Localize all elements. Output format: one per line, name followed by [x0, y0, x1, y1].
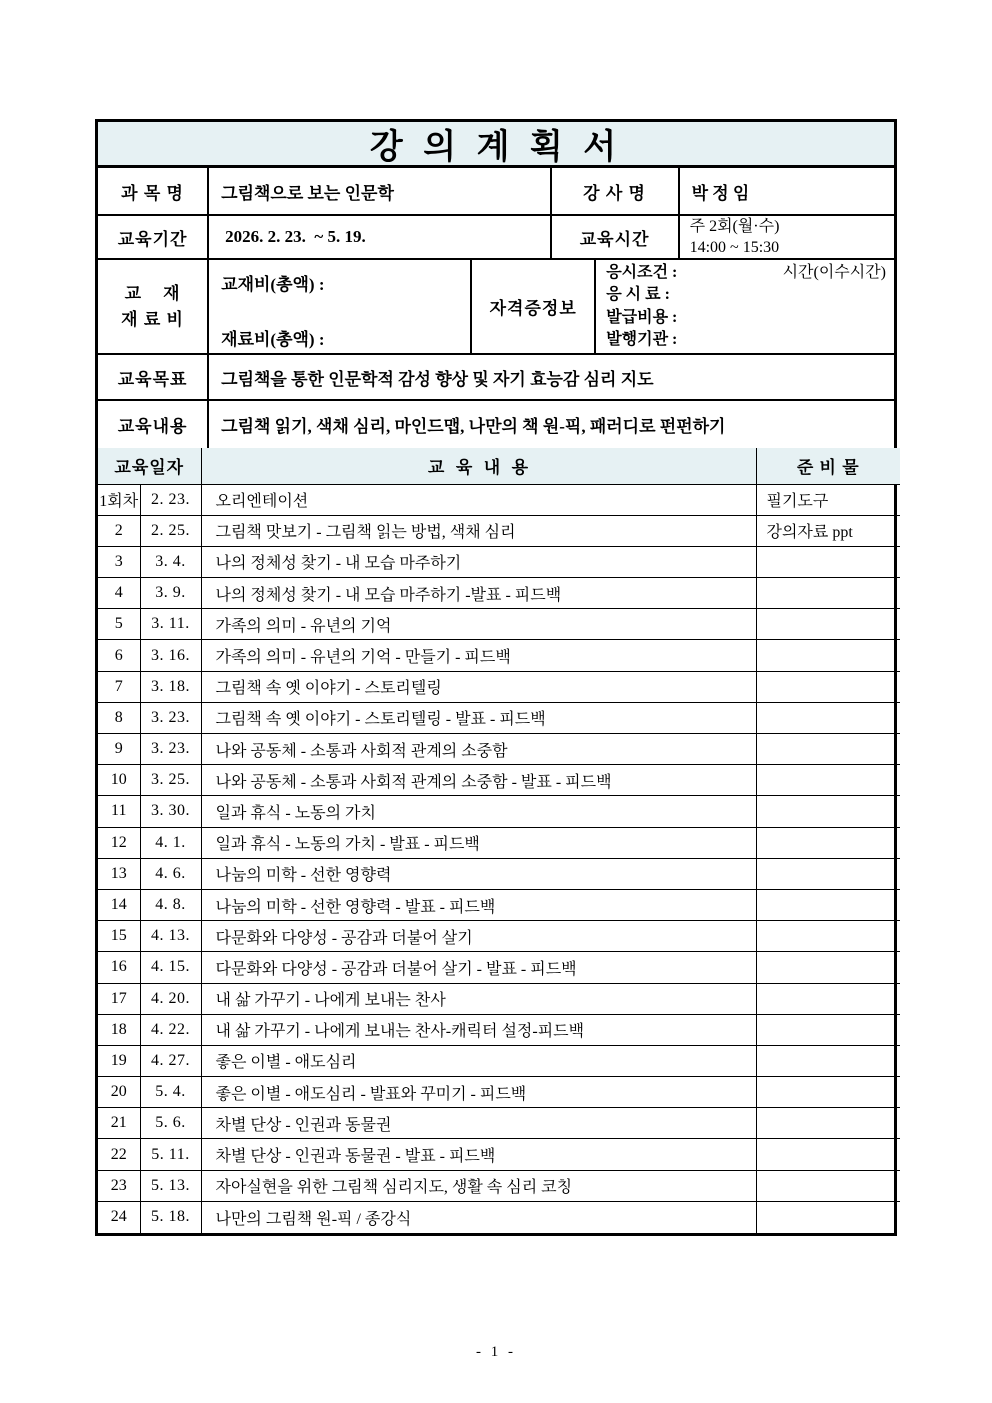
textbook-fee-label: 교재비(총액) :: [221, 275, 325, 294]
session-content: 나눔의 미학 - 선한 영향력 - 발표 - 피드백: [201, 889, 756, 920]
table-row: [98, 484, 900, 515]
session-date: 4. 20.: [140, 983, 201, 1014]
session-date: 3. 30.: [140, 796, 201, 827]
session-content: 그림책 맛보기 - 그림책 읽는 방법, 색채 심리: [201, 515, 756, 546]
conditions-label: 응시조건 :: [606, 263, 678, 281]
session-number: 22: [98, 1139, 140, 1170]
session-content: 차별 단상 - 인권과 동물권 - 발표 - 피드백: [201, 1139, 756, 1170]
table-row: [98, 827, 900, 858]
session-number: 5: [98, 609, 140, 640]
session-date: 4. 1.: [140, 827, 201, 858]
session-materials: [756, 889, 900, 920]
session-date: 4. 6.: [140, 858, 201, 889]
period-label: 교육기간: [98, 216, 209, 258]
materials-fee-label: [98, 260, 209, 353]
material-fee-label: 재료비(총액) :: [221, 330, 325, 349]
session-date: 3. 4.: [140, 546, 201, 577]
table-row: [98, 796, 900, 827]
session-materials: [756, 921, 900, 952]
table-row: [98, 1014, 900, 1045]
session-content: 내 삶 가꾸기 - 나에게 보내는 찬사: [201, 983, 756, 1014]
session-number: 23: [98, 1170, 140, 1201]
issue-cost-label: 발급비용 :: [606, 308, 678, 326]
header-materials: 준 비 물: [756, 448, 900, 484]
session-materials: 필기도구: [756, 484, 900, 515]
table-row: [98, 671, 900, 702]
session-content: 가족의 의미 - 유년의 기억 - 만들기 - 피드백: [201, 640, 756, 671]
time-value: [680, 216, 894, 258]
table-row: [98, 858, 900, 889]
session-date: 5. 13.: [140, 1170, 201, 1201]
session-date: 2. 23.: [140, 484, 201, 515]
content-label: 교육내용: [98, 401, 209, 448]
table-row: [98, 952, 900, 983]
time-label: 교육시간: [552, 216, 680, 258]
session-number: 20: [98, 1077, 140, 1108]
subject-value: 그림책으로 보는 인문학: [209, 168, 551, 214]
session-date: 5. 6.: [140, 1108, 201, 1139]
session-materials: 강의자료 ppt: [756, 515, 900, 546]
session-number: 8: [98, 702, 140, 733]
session-materials: [756, 671, 900, 702]
session-materials: [756, 983, 900, 1014]
session-number: 12: [98, 827, 140, 858]
goal-value: 그림책을 통한 인문학적 감성 향상 및 자기 효능감 심리 지도: [221, 369, 654, 389]
session-materials: [756, 734, 900, 765]
session-number: 4: [98, 578, 140, 609]
session-content: 내 삶 가꾸기 - 나에게 보내는 찬사-캐릭터 설정-피드백: [201, 1014, 756, 1045]
session-number: 24: [98, 1201, 140, 1232]
session-content: 나눔의 미학 - 선한 영향력: [201, 858, 756, 889]
session-date: 3. 16.: [140, 640, 201, 671]
session-number: 19: [98, 1045, 140, 1076]
content-value: 그림책 읽기, 색채 심리, 마인드맵, 나만의 책 원-픽, 패러디로 펀펀하기: [221, 417, 726, 436]
session-content: 다문화와 다양성 - 공감과 더불어 살기 - 발표 - 피드백: [201, 952, 756, 983]
table-row: [98, 515, 900, 546]
session-number: 15: [98, 921, 140, 952]
subject-row: [98, 168, 894, 216]
session-materials: [756, 858, 900, 889]
certificate-details: [596, 260, 894, 353]
session-date: 3. 18.: [140, 671, 201, 702]
table-row: [98, 889, 900, 920]
session-materials: [756, 1108, 900, 1139]
session-number: 14: [98, 889, 140, 920]
session-number: 3: [98, 546, 140, 577]
time-value-line1: 주 2회(월·수): [689, 218, 780, 235]
header-date: 교육일자: [98, 448, 201, 484]
session-date: 4. 13.: [140, 921, 201, 952]
table-row: [98, 1170, 900, 1201]
session-date: 3. 9.: [140, 578, 201, 609]
session-date: 3. 23.: [140, 734, 201, 765]
session-date: 5. 18.: [140, 1201, 201, 1232]
session-content: 가족의 의미 - 유년의 기억: [201, 609, 756, 640]
table-row: [98, 609, 900, 640]
document-title: 강 의 계 획 서: [98, 122, 894, 168]
session-content: 나의 정체성 찾기 - 내 모습 마주하기: [201, 546, 756, 577]
content-row: [98, 401, 894, 448]
session-materials: [756, 702, 900, 733]
table-row: [98, 702, 900, 733]
session-materials: [756, 609, 900, 640]
session-content: 좋은 이별 - 애도심리: [201, 1045, 756, 1076]
session-materials: [756, 952, 900, 983]
session-date: 3. 11.: [140, 609, 201, 640]
session-date: 4. 8.: [140, 889, 201, 920]
lecture-plan-sheet: [95, 119, 897, 1236]
session-content: 다문화와 다양성 - 공감과 더불어 살기: [201, 921, 756, 952]
materials-fee-label-line2: 재 료 비: [121, 309, 184, 329]
time-value-line2: 14:00 ~ 15:30: [689, 239, 780, 256]
session-content: 나와 공동체 - 소통과 사회적 관계의 소중함 - 발표 - 피드백: [201, 765, 756, 796]
session-content: 차별 단상 - 인권과 동물권: [201, 1108, 756, 1139]
schedule-body: [98, 484, 900, 1233]
session-content: 나와 공동체 - 소통과 사회적 관계의 소중함: [201, 734, 756, 765]
materials-fee-row: [98, 260, 894, 355]
session-materials: [756, 546, 900, 577]
fee-details: [209, 260, 472, 353]
certificate-conditions-line: [606, 262, 886, 285]
goal-label: 교육목표: [98, 355, 209, 399]
session-materials: [756, 1014, 900, 1045]
session-number: 16: [98, 952, 140, 983]
session-materials: [756, 796, 900, 827]
session-content: 오리엔테이션: [201, 484, 756, 515]
session-materials: [756, 1201, 900, 1232]
session-number: 18: [98, 1014, 140, 1045]
session-materials: [756, 765, 900, 796]
goal-row: [98, 355, 894, 401]
table-row: [98, 640, 900, 671]
exam-fee-label: 응 시 료 :: [606, 286, 670, 303]
session-materials: [756, 1170, 900, 1201]
table-row: [98, 983, 900, 1014]
session-number: 2: [98, 515, 140, 546]
session-date: 4. 27.: [140, 1045, 201, 1076]
session-number: 9: [98, 734, 140, 765]
session-content: 일과 휴식 - 노동의 가치 - 발표 - 피드백: [201, 827, 756, 858]
session-content: 그림책 속 옛 이야기 - 스토리텔링: [201, 671, 756, 702]
instructor-label: 강 사 명: [552, 168, 680, 214]
table-row: [98, 734, 900, 765]
session-number: 17: [98, 983, 140, 1014]
page-number: - 1 -: [476, 1344, 516, 1360]
period-value: 2026. 2. 23. ~ 5. 19.: [209, 216, 551, 258]
session-materials: [756, 1139, 900, 1170]
session-content: 일과 휴식 - 노동의 가치: [201, 796, 756, 827]
session-date: 4. 22.: [140, 1014, 201, 1045]
certificate-label: 자격증정보: [472, 260, 596, 353]
table-row: [98, 1139, 900, 1170]
header-content: 교 육 내 용: [201, 448, 756, 484]
session-materials: [756, 640, 900, 671]
table-row: [98, 1201, 900, 1232]
session-date: 5. 11.: [140, 1139, 201, 1170]
schedule-table: [98, 448, 900, 1233]
table-row: [98, 1077, 900, 1108]
materials-fee-label-line1: 교 재: [124, 283, 181, 303]
session-number: 10: [98, 765, 140, 796]
session-content: 자아실현을 위한 그림책 심리지도, 생활 속 심리 코칭: [201, 1170, 756, 1201]
session-date: 4. 15.: [140, 952, 201, 983]
session-number: 6: [98, 640, 140, 671]
session-number: 7: [98, 671, 140, 702]
session-date: 3. 23.: [140, 702, 201, 733]
table-row: [98, 765, 900, 796]
subject-label: 과 목 명: [98, 168, 209, 214]
session-number: 21: [98, 1108, 140, 1139]
period-row: [98, 216, 894, 260]
issuer-label: 발행기관 :: [606, 331, 678, 348]
session-content: 그림책 속 옛 이야기 - 스토리텔링 - 발표 - 피드백: [201, 702, 756, 733]
session-number: 1회차: [98, 484, 140, 515]
conditions-value: 시간(이수시간): [782, 263, 886, 281]
session-materials: [756, 827, 900, 858]
session-date: 2. 25.: [140, 515, 201, 546]
table-row: [98, 1045, 900, 1076]
session-content: 나의 정체성 찾기 - 내 모습 마주하기 -발표 - 피드백: [201, 578, 756, 609]
table-row: [98, 546, 900, 577]
session-number: 13: [98, 858, 140, 889]
session-content: 나만의 그림책 원-픽 / 종강식: [201, 1201, 756, 1232]
table-row: [98, 578, 900, 609]
session-date: 5. 4.: [140, 1077, 201, 1108]
table-row: [98, 1108, 900, 1139]
session-materials: [756, 1077, 900, 1108]
session-number: 11: [98, 796, 140, 827]
schedule-header: [98, 448, 900, 484]
session-materials: [756, 1045, 900, 1076]
session-materials: [756, 578, 900, 609]
session-content: 좋은 이별 - 애도심리 - 발표와 꾸미기 - 피드백: [201, 1077, 756, 1108]
instructor-value: 박 정 임: [691, 183, 750, 203]
session-date: 3. 25.: [140, 765, 201, 796]
table-row: [98, 921, 900, 952]
